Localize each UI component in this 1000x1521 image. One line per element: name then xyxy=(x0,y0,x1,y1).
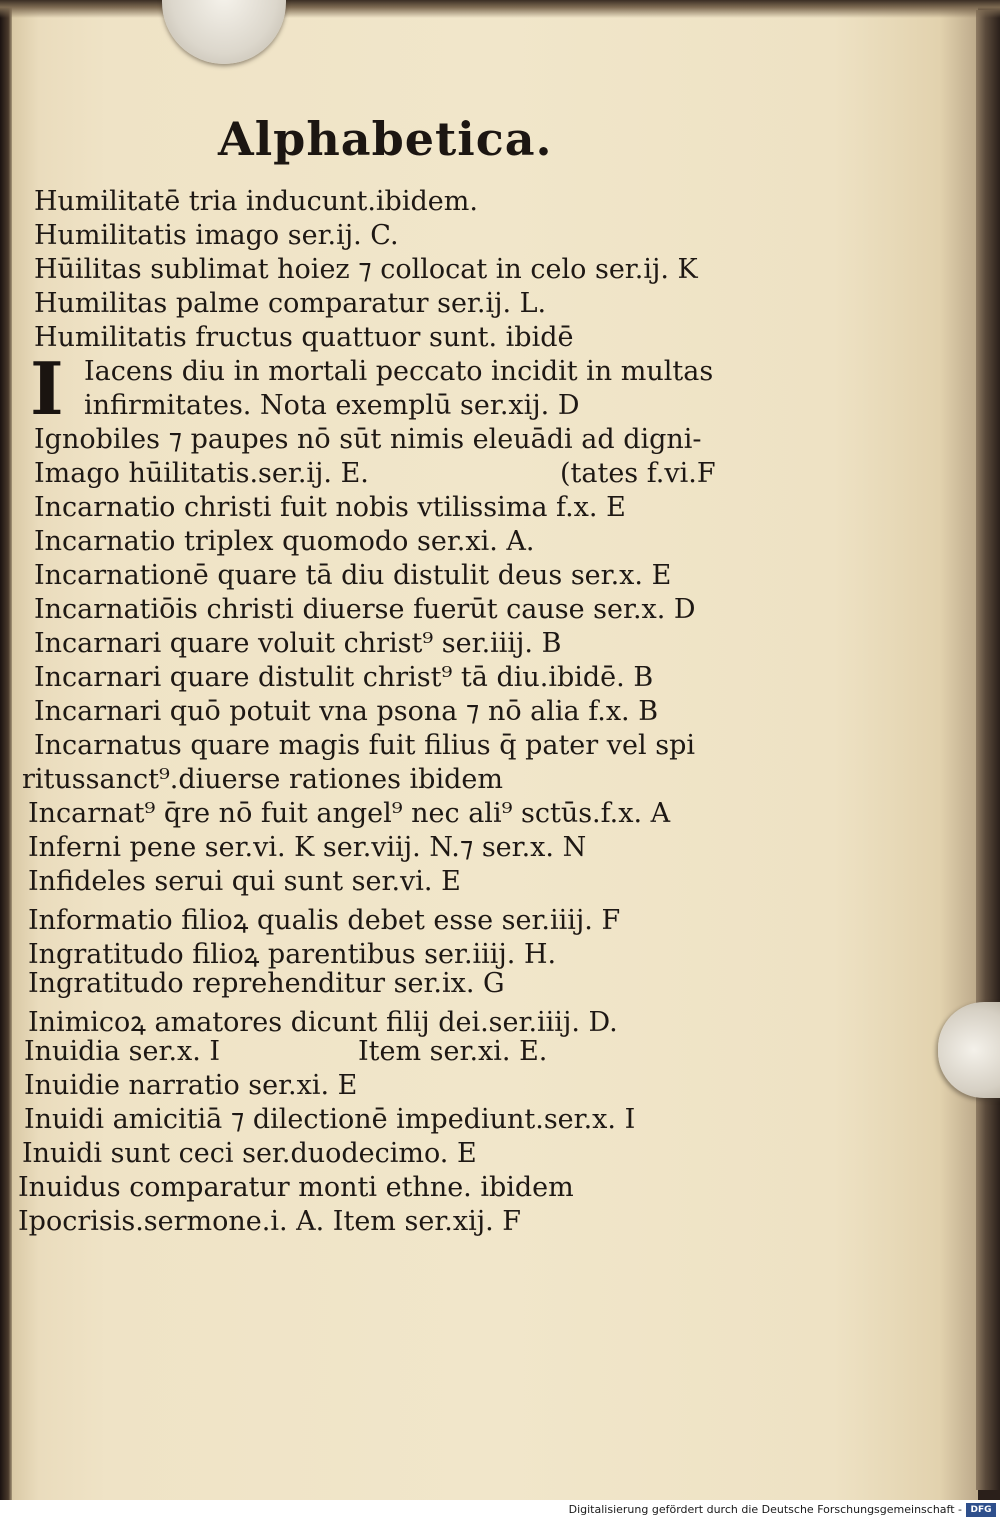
index-entry: Inuidus comparatur monti ethne. ibidem xyxy=(18,1172,574,1203)
index-entry: Ignobiles ⁊ paupes nō sūt nimis eleuādi ad digni- xyxy=(34,424,702,455)
index-entry: Incarnari quare voluit christ⁹ ser.iiij. B xyxy=(34,628,562,659)
index-entry: Incarnari quare distulit christ⁹ tā diu.ibidē. B xyxy=(34,662,654,693)
index-entry: Inuidi amicitiā ⁊ dilectionē impediunt.ser.x. I xyxy=(24,1104,636,1135)
index-entry: ritussanct⁹.diuerse rationes ibidem xyxy=(22,764,503,795)
dfg-logo-icon[interactable]: DFG xyxy=(966,1503,996,1517)
index-entry: Ingratitudo reprehenditur ser.ix. G xyxy=(28,968,505,999)
index-entry: Incarnatio triplex quomodo ser.xi. A. xyxy=(34,526,535,557)
index-entry: Inuidie narratio ser.xi. E xyxy=(24,1070,358,1101)
page-stack-edge xyxy=(976,10,1000,1490)
index-entry: Humilitas palme comparatur ser.ij. L. xyxy=(34,288,547,319)
index-entry: (tates f.vi.F xyxy=(560,458,716,489)
index-entry: Incarnatio christi fuit nobis vtilissima f.x. E xyxy=(34,492,626,523)
index-entry: Inuidi sunt ceci ser.duodecimo. E xyxy=(22,1138,477,1169)
index-entry: Inimicoꝝ amatores dicunt filij dei.ser.iiij. D. xyxy=(28,1007,618,1038)
index-entry: Humilitatē tria inducunt.ibidem. xyxy=(34,186,478,217)
index-entry: Iacens diu in mortali peccato incidit in multas xyxy=(84,356,714,387)
index-entry: Humilitatis imago ser.ij. C. xyxy=(34,220,399,251)
index-entry: Incarnatus quare magis fuit filius q̄ pater vel spi xyxy=(34,730,695,761)
index-entry: Incarnationē quare tā diu distulit deus ser.x. E xyxy=(34,560,672,591)
funding-notice: Digitalisierung gefördert durch die Deutsche Forschungsgemeinschaft - xyxy=(568,1503,962,1516)
index-entry: Hūilitas sublimat hoiez ⁊ collocat in celo ser.ij. K xyxy=(34,254,698,285)
index-entry: Infideles serui qui sunt ser.vi. E xyxy=(28,866,461,897)
index-entry: Humilitatis fructus quattuor sunt. ibidē xyxy=(34,322,574,353)
index-entry: Ipocrisis.sermone.i. A. Item ser.xij. F xyxy=(18,1206,521,1237)
top-edge-shadow xyxy=(0,0,1000,18)
index-entry: Item ser.xi. E. xyxy=(358,1036,548,1067)
index-entry: Ingratitudo filioꝝ parentibus ser.iiij. H. xyxy=(28,939,557,970)
index-entry: Imago hūilitatis.ser.ij. E. xyxy=(34,458,369,489)
index-entry: Inferni pene ser.vi. K ser.viij. N.⁊ ser.x. N xyxy=(28,832,587,863)
index-entry: Incarnatiōis christi diuerse fuerūt cause ser.x. D xyxy=(34,594,696,625)
page-heading: Alphabetica. xyxy=(218,112,553,166)
index-entry: Inuidia ser.x. I xyxy=(24,1036,221,1067)
drop-initial: I xyxy=(30,346,64,431)
index-entry: Incarnari quō potuit vna psona ⁊ nō alia f.x. B xyxy=(34,696,659,727)
index-entry: infirmitates. Nota exemplū ser.xij. D xyxy=(84,390,580,421)
index-entry: Incarnat⁹ q̄re nō fuit angel⁹ nec ali⁹ sctūs.f.x. A xyxy=(28,798,671,829)
index-entry: Informatio filioꝝ qualis debet esse ser.iiij. F xyxy=(28,905,621,936)
binding-edge xyxy=(0,0,12,1500)
